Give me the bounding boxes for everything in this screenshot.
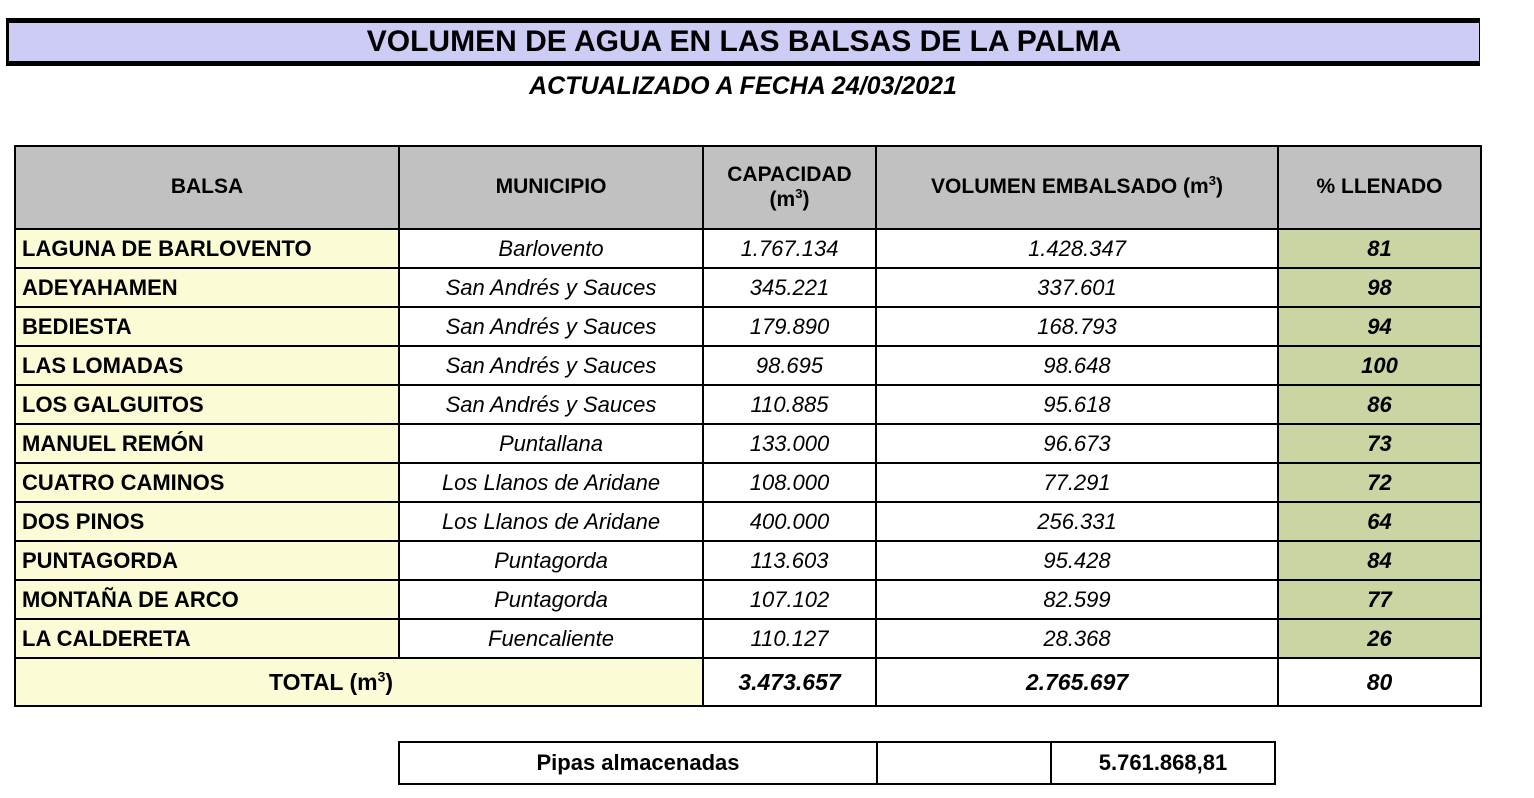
cell-municipio: Puntagorda xyxy=(399,541,703,580)
cell-volumen: 82.599 xyxy=(876,580,1278,619)
cell-total-llenado: 80 xyxy=(1278,658,1481,706)
cell-balsa: DOS PINOS xyxy=(15,502,399,541)
table-body xyxy=(15,229,1481,706)
table-row xyxy=(15,502,1481,541)
table-row xyxy=(15,580,1481,619)
cell-municipio: San Andrés y Sauces xyxy=(399,385,703,424)
cell-llenado: 81 xyxy=(1278,229,1481,268)
column-header-volumen-close: ) xyxy=(1215,175,1223,199)
table-header xyxy=(15,146,1481,229)
cell-llenado: 72 xyxy=(1278,463,1481,502)
total-label-text: TOTAL (m xyxy=(268,668,378,695)
cell-municipio: Los Llanos de Aridane xyxy=(399,502,703,541)
table-row xyxy=(15,385,1481,424)
cell-balsa: LAGUNA DE BARLOVENTO xyxy=(15,229,399,268)
pipas-blank-cell xyxy=(877,742,1051,784)
cell-capacidad: 400.000 xyxy=(703,502,876,541)
cell-llenado: 73 xyxy=(1278,424,1481,463)
pipas-table xyxy=(398,741,1276,785)
column-header-volumen-text: VOLUMEN EMBALSADO (m xyxy=(931,175,1209,199)
cell-capacidad: 107.102 xyxy=(703,580,876,619)
cell-volumen: 95.618 xyxy=(876,385,1278,424)
column-header-capacidad-unit-close: ) xyxy=(802,187,810,211)
table-row xyxy=(15,268,1481,307)
column-header-capacidad xyxy=(703,146,876,229)
cell-balsa: LAS LOMADAS xyxy=(15,346,399,385)
cell-municipio: San Andrés y Sauces xyxy=(399,346,703,385)
cell-volumen: 168.793 xyxy=(876,307,1278,346)
cell-capacidad: 110.127 xyxy=(703,619,876,658)
cell-llenado: 94 xyxy=(1278,307,1481,346)
total-label-exp: 3 xyxy=(377,667,386,684)
cell-balsa: CUATRO CAMINOS xyxy=(15,463,399,502)
cell-balsa: ADEYAHAMEN xyxy=(15,268,399,307)
cell-capacidad: 1.767.134 xyxy=(703,229,876,268)
cell-llenado: 98 xyxy=(1278,268,1481,307)
cell-capacidad: 98.695 xyxy=(703,346,876,385)
column-header-capacidad-exp: 3 xyxy=(795,185,803,201)
pipas-row xyxy=(399,742,1275,784)
cell-capacidad: 179.890 xyxy=(703,307,876,346)
cell-total-volumen: 2.765.697 xyxy=(876,658,1278,706)
cell-capacidad: 133.000 xyxy=(703,424,876,463)
cell-llenado: 84 xyxy=(1278,541,1481,580)
column-header-volumen xyxy=(876,146,1278,229)
cell-municipio: Barlovento xyxy=(399,229,703,268)
reservoir-table xyxy=(14,145,1482,707)
cell-balsa: LOS GALGUITOS xyxy=(15,385,399,424)
cell-volumen: 77.291 xyxy=(876,463,1278,502)
column-header-volumen-exp: 3 xyxy=(1208,173,1216,189)
cell-llenado: 86 xyxy=(1278,385,1481,424)
pipas-value: 5.761.868,81 xyxy=(1051,742,1275,784)
cell-capacidad: 345.221 xyxy=(703,268,876,307)
table-row xyxy=(15,307,1481,346)
table-total-row xyxy=(15,658,1481,706)
cell-balsa: BEDIESTA xyxy=(15,307,399,346)
cell-balsa: LA CALDERETA xyxy=(15,619,399,658)
column-header-balsa: BALSA xyxy=(15,146,399,229)
cell-balsa: PUNTAGORDA xyxy=(15,541,399,580)
cell-volumen: 28.368 xyxy=(876,619,1278,658)
cell-municipio: Los Llanos de Aridane xyxy=(399,463,703,502)
cell-volumen: 1.428.347 xyxy=(876,229,1278,268)
cell-capacidad: 113.603 xyxy=(703,541,876,580)
cell-llenado: 26 xyxy=(1278,619,1481,658)
table-header-row xyxy=(15,146,1481,229)
cell-balsa: MANUEL REMÓN xyxy=(15,424,399,463)
column-header-municipio: MUNICIPIO xyxy=(399,146,703,229)
cell-capacidad: 108.000 xyxy=(703,463,876,502)
table-row xyxy=(15,346,1481,385)
cell-municipio: Puntagorda xyxy=(399,580,703,619)
cell-volumen: 256.331 xyxy=(876,502,1278,541)
cell-municipio: Fuencaliente xyxy=(399,619,703,658)
cell-total-capacidad: 3.473.657 xyxy=(703,658,876,706)
cell-capacidad: 110.885 xyxy=(703,385,876,424)
page-title: VOLUMEN DE AGUA EN LAS BALSAS DE LA PALMA xyxy=(366,25,1122,58)
table-row xyxy=(15,424,1481,463)
total-label-close: ) xyxy=(385,668,394,695)
pipas-label: Pipas almacenadas xyxy=(399,742,877,784)
cell-total-label xyxy=(15,658,703,706)
cell-balsa: MONTAÑA DE ARCO xyxy=(15,580,399,619)
page-subtitle: ACTUALIZADO A FECHA 24/03/2021 xyxy=(529,72,957,100)
cell-llenado: 77 xyxy=(1278,580,1481,619)
table-row xyxy=(15,463,1481,502)
cell-volumen: 96.673 xyxy=(876,424,1278,463)
cell-municipio: San Andrés y Sauces xyxy=(399,268,703,307)
table-row xyxy=(15,619,1481,658)
cell-volumen: 337.601 xyxy=(876,268,1278,307)
cell-llenado: 64 xyxy=(1278,502,1481,541)
cell-llenado: 100 xyxy=(1278,346,1481,385)
title-banner xyxy=(6,18,1480,66)
cell-municipio: San Andrés y Sauces xyxy=(399,307,703,346)
column-header-capacidad-line1: CAPACIDAD xyxy=(727,163,852,187)
cell-volumen: 98.648 xyxy=(876,346,1278,385)
column-header-capacidad-unit-open: (m xyxy=(769,187,796,211)
table-row xyxy=(15,541,1481,580)
table-row xyxy=(15,229,1481,268)
cell-volumen: 95.428 xyxy=(876,541,1278,580)
column-header-llenado: % LLENADO xyxy=(1278,146,1481,229)
cell-municipio: Puntallana xyxy=(399,424,703,463)
